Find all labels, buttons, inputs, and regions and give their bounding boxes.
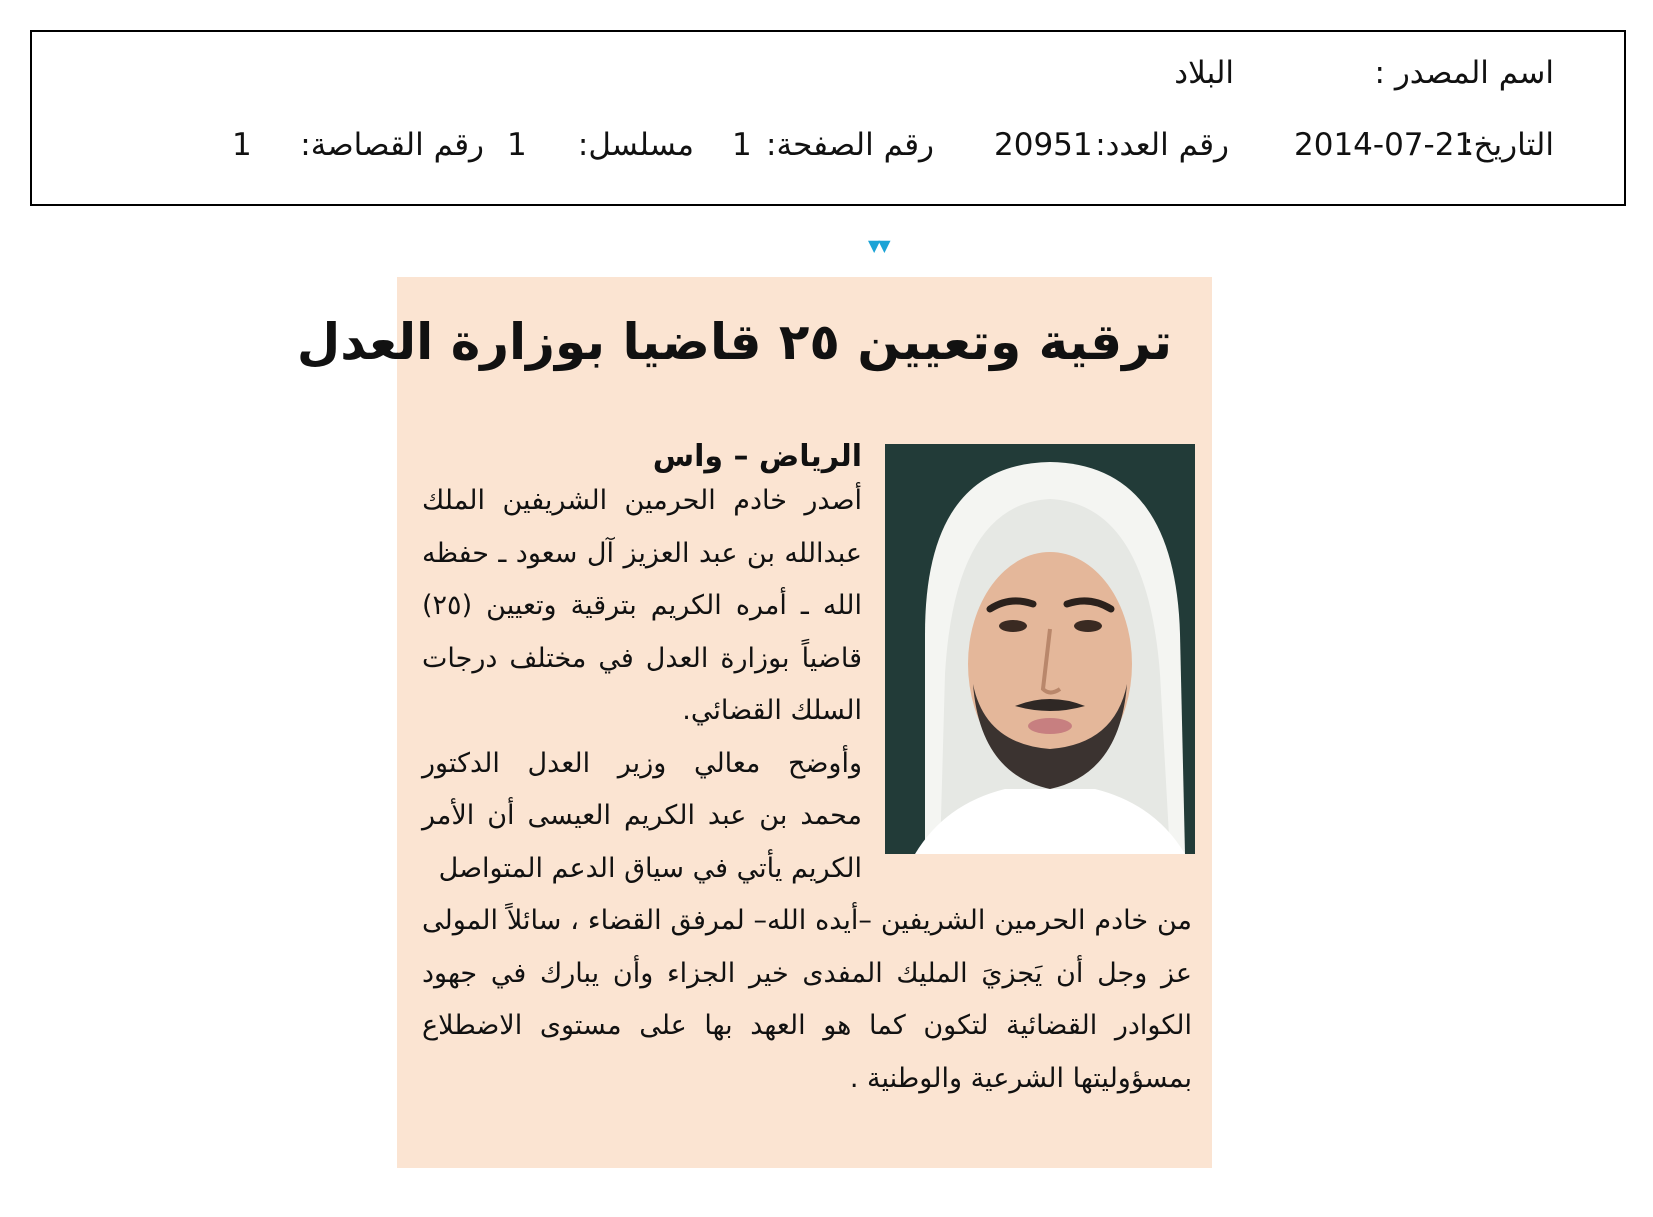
portrait-illustration xyxy=(885,444,1195,854)
date-value: 2014-07-21 xyxy=(1294,127,1475,163)
article-line: عز وجل أن يَجزيَ المليك المفدى خير الجزاء وأن يبارك في جهود xyxy=(422,957,1192,989)
article-headline: ترقية وتعيين ٢٥ قاضيا بوزارة العدل xyxy=(296,313,1172,371)
source-label: اسم المصدر : xyxy=(1374,55,1554,91)
clip-value: 1 xyxy=(232,127,252,163)
article-line: قاضياً بوزارة العدل في مختلف درجات xyxy=(422,642,862,674)
article-line: من خادم الحرمين الشريفين –أيده الله– لمرفق القضاء ، سائلاً المولى xyxy=(422,905,1192,936)
article-line: السلك القضائي. xyxy=(682,695,862,726)
article-line: وأوضح معالي وزير العدل الدكتور xyxy=(422,747,862,779)
portrait-photo xyxy=(885,444,1195,854)
issue-value: 20951 xyxy=(994,127,1093,163)
article-dateline: الرياض – واس xyxy=(652,439,862,474)
issue-label: رقم العدد: xyxy=(1095,127,1229,163)
page-value: 1 xyxy=(732,127,752,163)
date-label: التاريخ: xyxy=(1463,127,1554,163)
newspaper-clipping xyxy=(296,277,1212,1168)
article-line: الكريم يأتي في سياق الدعم المتواصل xyxy=(438,852,862,884)
serial-label: مسلسل: xyxy=(577,127,694,163)
article-line: بمسؤوليتها الشرعية والوطنية . xyxy=(849,1062,1192,1094)
page-label: رقم الصفحة: xyxy=(766,127,934,163)
article-line: الكوادر القضائية لتكون كما هو العهد بها على مستوى الاضطلاع xyxy=(422,1010,1192,1041)
article-line: أصدر خادم الحرمين الشريفين الملك xyxy=(422,485,862,516)
article-line: عبدالله بن عبد العزيز آل سعود ـ حفظه xyxy=(422,537,862,569)
article-line: محمد بن عبد الكريم العيسى أن الأمر xyxy=(422,800,862,831)
clip-label: رقم القصاصة: xyxy=(300,127,484,163)
source-info-box xyxy=(30,30,1626,206)
article-line: الله ـ أمره الكريم بترقية وتعيين (٢٥) xyxy=(422,590,862,621)
source-value: البلاد xyxy=(1174,55,1234,91)
serial-value: 1 xyxy=(507,127,527,163)
double-chevron-down-icon: ▼▼ xyxy=(868,236,889,255)
